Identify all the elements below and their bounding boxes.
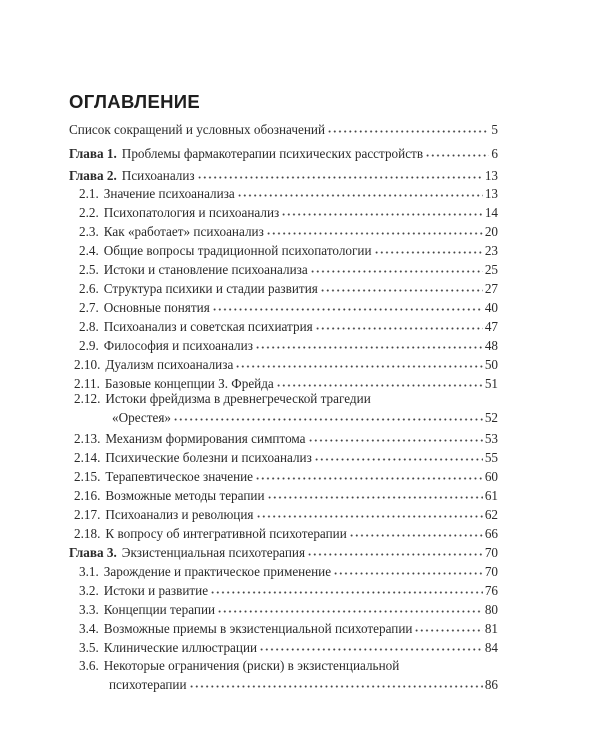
toc-page-number: 14: [484, 205, 498, 220]
toc-entry-label: [79, 563, 331, 581]
dot-leader: [259, 638, 483, 652]
toc-entry-label: [79, 299, 210, 317]
toc-heading: ОГЛАВЛЕНИЕ: [69, 91, 200, 112]
toc-entry-title: Психоанализ: [121, 168, 195, 183]
dot-leader: [217, 600, 483, 614]
toc-entry-label: [79, 280, 318, 298]
dot-leader: [320, 279, 483, 293]
toc-entry-title: Зарождение и практическое применение: [103, 564, 332, 579]
toc-page-number: 13: [484, 186, 498, 201]
toc-page-number: 20: [484, 224, 498, 239]
toc-entry-number: 2.1.: [79, 186, 99, 201]
toc-entry-number: 2.17.: [74, 507, 101, 522]
toc-entry-number: 2.14.: [74, 450, 101, 465]
toc-entry-number: 2.12.: [74, 391, 101, 406]
toc-entry-number: 2.3.: [79, 224, 99, 239]
toc-entry[interactable]: [79, 279, 498, 298]
toc-entry[interactable]: [74, 505, 498, 524]
dot-leader: [307, 543, 483, 557]
toc-entry-title: Некоторые ограничения (риски) в экзистенциальной: [103, 658, 400, 673]
toc-entry-label: [69, 145, 423, 163]
toc-entry-label: [79, 242, 372, 260]
toc-page-number: 13: [484, 168, 498, 183]
toc-entry-title-continued: психотерапии: [109, 677, 187, 692]
toc-page-number: 40: [484, 300, 498, 315]
toc-page-number: 55: [484, 450, 498, 465]
toc-entry[interactable]: [79, 203, 498, 222]
toc-page-number: 23: [484, 243, 498, 258]
toc-entry[interactable]: [79, 317, 498, 336]
toc-entry[interactable]: [79, 619, 498, 638]
dot-leader: [267, 486, 483, 500]
dot-leader: [308, 429, 483, 443]
toc-page-number: 27: [484, 281, 498, 296]
toc-page-number: 60: [484, 469, 498, 484]
toc-page-number: 47: [484, 319, 498, 334]
toc-entry[interactable]: [74, 429, 498, 448]
toc-entry[interactable]: [74, 486, 498, 505]
toc-entry-title: Психопатология и психоанализ: [103, 205, 280, 220]
toc-entry-title: Психоанализ и революция: [105, 507, 254, 522]
toc-entry-label: [69, 167, 195, 185]
dot-leader: [414, 619, 482, 633]
toc-entry[interactable]: [74, 467, 498, 486]
toc-entry[interactable]: [74, 524, 498, 543]
toc-entry-label: [69, 544, 305, 562]
toc-page-number: 86: [484, 677, 498, 692]
toc-entry-title: Клинические иллюстрации: [103, 640, 258, 655]
toc-entry-label: [79, 318, 313, 336]
toc-entry-label: [79, 639, 257, 657]
toc-page-number: 48: [484, 338, 498, 353]
dot-leader: [310, 260, 483, 274]
toc-entry-number: 3.6.: [79, 658, 99, 673]
dot-leader: [281, 203, 483, 217]
toc-entry-label: [79, 261, 308, 279]
chapter-number: Глава 3.: [69, 545, 117, 560]
dot-leader: [333, 562, 483, 576]
toc-page-number: 53: [484, 431, 498, 446]
toc-entry-label: [74, 525, 347, 543]
toc-entry[interactable]: [79, 562, 498, 581]
toc-entry-label: [74, 449, 312, 467]
toc-entry-title: Философия и психоанализ: [103, 338, 253, 353]
dot-leader: [327, 120, 489, 134]
toc-entry-number: 2.5.: [79, 262, 99, 277]
toc-entry-number: 3.1.: [79, 564, 99, 579]
dot-leader: [212, 298, 483, 312]
toc-entry-title: Список сокращений и условных обозначений: [69, 122, 325, 137]
toc-entry-number: 2.15.: [74, 469, 101, 484]
toc-entry-title: Основные понятия: [103, 300, 210, 315]
toc-entry-label: [79, 204, 279, 222]
toc-entry-title: Базовые концепции З. Фрейда: [104, 376, 274, 391]
toc-page-number: 5: [491, 122, 498, 137]
toc-entry[interactable]: [79, 600, 498, 619]
toc-page-number: 80: [484, 602, 498, 617]
toc-entry-title: Как «работает» психоанализ: [103, 224, 264, 239]
dot-leader: [173, 408, 483, 422]
toc-chapter-entry[interactable]: [69, 543, 498, 562]
toc-entry[interactable]: [79, 260, 498, 279]
toc-entry-number: 2.16.: [74, 488, 101, 503]
toc-entry-number: 2.8.: [79, 319, 99, 334]
toc-page-number: 51: [484, 376, 498, 391]
toc-entry-number: 3.3.: [79, 602, 99, 617]
toc-entry[interactable]: [79, 581, 498, 600]
toc-entry-label: [69, 121, 325, 139]
dot-leader: [349, 524, 483, 538]
toc-entry[interactable]: [69, 120, 498, 139]
toc-entry-number: 2.10.: [74, 357, 101, 372]
dot-leader: [256, 505, 483, 519]
toc-entry-line: [74, 408, 498, 427]
toc-entry-number: 2.18.: [74, 526, 101, 541]
toc-page-number: 84: [484, 640, 498, 655]
toc-entry-title: Общие вопросы традиционной психопатологии: [103, 243, 372, 258]
toc-page-number: 62: [484, 507, 498, 522]
toc-entry-label: [79, 185, 235, 203]
toc-entry-label: [74, 468, 253, 486]
toc-entry[interactable]: [74, 390, 498, 427]
dot-leader: [235, 355, 483, 369]
chapter-number: Глава 2.: [69, 168, 117, 183]
toc-page-number: 52: [484, 410, 498, 425]
toc-entry-title: Структура психики и стадии развития: [103, 281, 318, 296]
toc-entry-number: 2.9.: [79, 338, 99, 353]
dot-leader: [314, 448, 483, 462]
toc-entry-number: 3.2.: [79, 583, 99, 598]
toc-entry-title-continued: «Орестея»: [112, 410, 172, 425]
dot-leader: [315, 317, 483, 331]
toc-entry-label: [74, 430, 306, 448]
toc-entry[interactable]: [79, 638, 498, 657]
toc-entry-label: [79, 601, 215, 619]
toc-entry-number: 2.6.: [79, 281, 99, 296]
toc-entry[interactable]: [79, 241, 498, 260]
toc-page-number: 70: [484, 545, 498, 560]
toc-entry[interactable]: [79, 184, 498, 203]
toc-page-number: 81: [484, 621, 498, 636]
toc-page-number: 25: [484, 262, 498, 277]
toc-entry-title: Дуализм психоанализа: [105, 357, 234, 372]
toc-page-number: 76: [484, 583, 498, 598]
dot-leader: [255, 467, 483, 481]
chapter-number: Глава 1.: [69, 146, 117, 161]
toc-entry-label: [79, 337, 253, 355]
toc-page-number: 61: [484, 488, 498, 503]
dot-leader: [255, 336, 483, 350]
toc-entry-number: 2.11.: [74, 376, 100, 391]
toc-entry-title: Истоки и развитие: [103, 583, 209, 598]
dot-leader: [210, 581, 483, 595]
toc-entry[interactable]: [79, 298, 498, 317]
toc-page-number: 66: [484, 526, 498, 541]
dot-leader: [237, 184, 483, 198]
toc-entry-title: Истоки фрейдизма в древнегреческой трагедии: [105, 391, 371, 406]
toc-entry-title: Психические болезни и психоанализ: [105, 450, 312, 465]
toc-entry-title: Терапевтическое значение: [105, 469, 254, 484]
toc-page-number: 70: [484, 564, 498, 579]
toc-page-number: 50: [484, 357, 498, 372]
toc-entry-line: [79, 657, 498, 675]
toc-entry[interactable]: [79, 222, 498, 241]
toc-entry-label: [79, 620, 412, 638]
dot-leader: [276, 374, 483, 388]
toc-entry[interactable]: [79, 336, 498, 355]
toc-chapter-entry[interactable]: [69, 144, 498, 163]
dot-leader: [425, 144, 489, 158]
toc-entry-number: 2.4.: [79, 243, 99, 258]
toc-entry-number: 2.13.: [74, 431, 101, 446]
toc-entry-title: Механизм формирования симптома: [105, 431, 306, 446]
toc-entry-number: 2.2.: [79, 205, 99, 220]
toc-entry-title: Истоки и становление психоанализа: [103, 262, 308, 277]
dot-leader: [189, 675, 483, 689]
toc-entry-line: [74, 390, 498, 408]
dot-leader: [374, 241, 483, 255]
toc-entry-title: Возможные приемы в экзистенциальной психотерапии: [103, 621, 413, 636]
toc-entry-title: К вопросу об интегративной психотерапии: [105, 526, 347, 541]
toc-entry-label: [79, 223, 264, 241]
toc-entry-label: [79, 582, 208, 600]
toc-chapter-entry[interactable]: [69, 166, 498, 185]
toc-entry-line: [79, 675, 498, 694]
dot-leader: [266, 222, 483, 236]
toc-entry[interactable]: [74, 355, 498, 374]
dot-leader: [197, 166, 483, 180]
toc-entry[interactable]: [79, 657, 498, 694]
toc-entry-number: 3.5.: [79, 640, 99, 655]
toc-entry-title: Значение психоанализа: [103, 186, 235, 201]
toc-entry-number: 2.7.: [79, 300, 99, 315]
toc-entry-label: [74, 356, 233, 374]
toc-entry[interactable]: [74, 448, 498, 467]
toc-page-number: 6: [491, 146, 498, 161]
toc-entry-title: Проблемы фармакотерапии психических расстройств: [121, 146, 424, 161]
toc-entry-title: Концепции терапии: [103, 602, 216, 617]
toc-entry-number: 3.4.: [79, 621, 99, 636]
toc-entry-label: [74, 487, 265, 505]
toc-entry-title: Возможные методы терапии: [105, 488, 265, 503]
toc-entry-title: Психоанализ и советская психиатрия: [103, 319, 313, 334]
toc-entry-title: Экзистенциальная психотерапия: [121, 545, 306, 560]
toc-entry-label: [74, 506, 254, 524]
